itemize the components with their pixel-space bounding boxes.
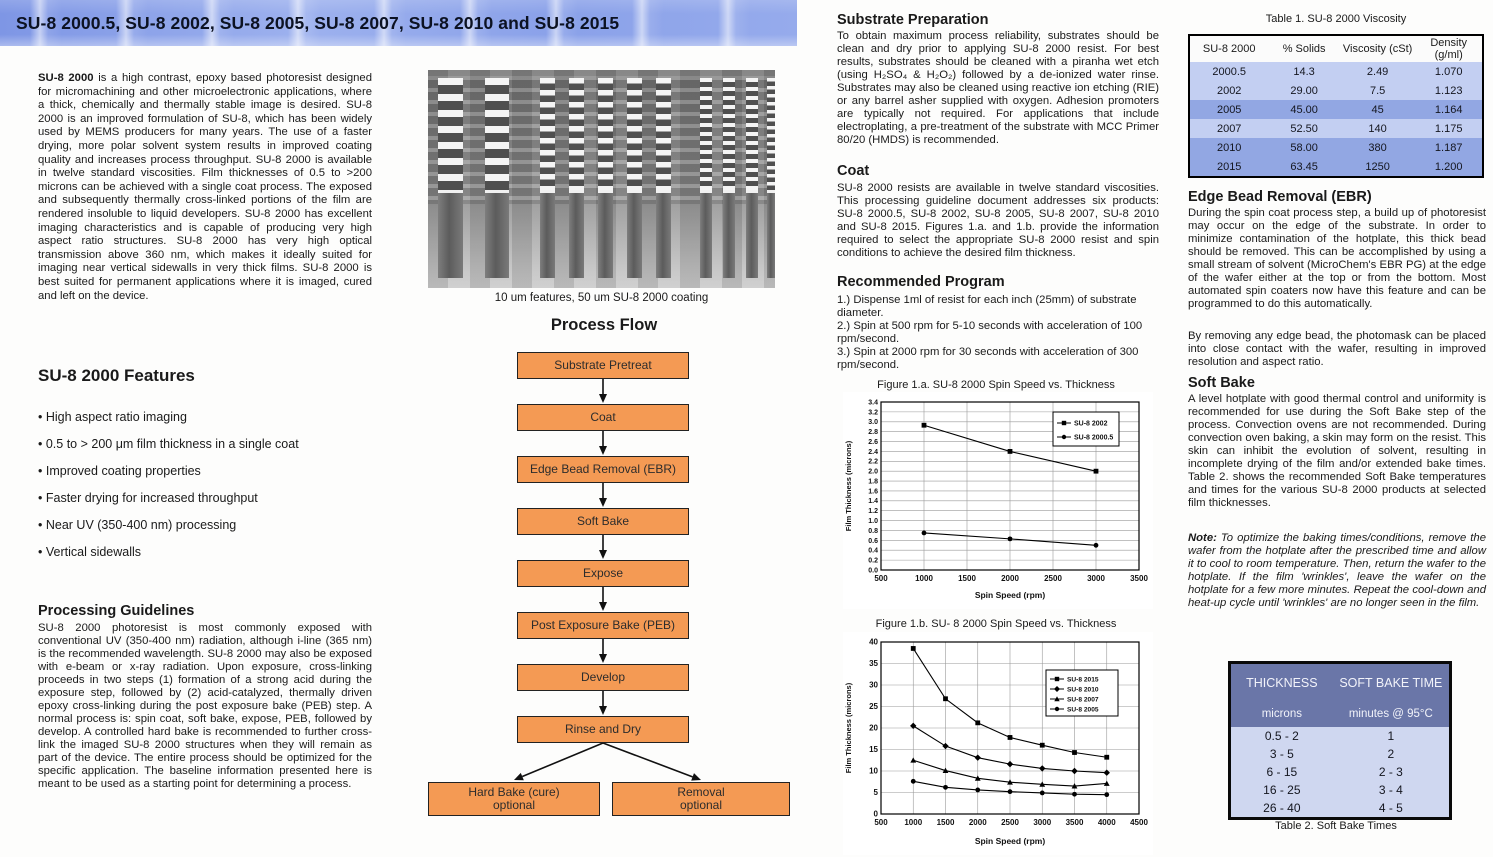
sem-pillar	[485, 78, 509, 275]
soft-bake-heading: Soft Bake	[1188, 375, 1255, 391]
sem-pillar-ladder	[746, 78, 758, 190]
sem-pillar-stem	[569, 190, 584, 278]
y-tick-label: 35	[869, 658, 878, 668]
marker-circle	[943, 785, 948, 790]
sem-pillar-ladder	[540, 78, 555, 190]
sem-pillar	[746, 78, 758, 275]
soft-bake-table-cell: 0.5 - 2	[1230, 727, 1333, 745]
process-flow-diagram	[428, 352, 790, 822]
sem-pillar-ladder	[598, 78, 613, 190]
viscosity-table-cell: 140	[1368, 122, 1387, 135]
flow-step-soft-bake: Soft Bake	[517, 508, 689, 535]
y-tick-label: 0.0	[868, 567, 878, 575]
y-tick-label: 0	[873, 809, 878, 819]
flow-arrow-line	[603, 743, 693, 777]
document-title: SU-8 2000.5, SU-8 2002, SU-8 2005, SU-8 2007, SU-8 2010 and SU-8 2015	[16, 13, 620, 33]
legend-label: SU-8 2005	[1067, 706, 1099, 714]
sem-pillar-ladder	[627, 78, 642, 190]
viscosity-table-cell: 52.50	[1290, 122, 1318, 135]
viscosity-table-cell: 2.49	[1366, 65, 1389, 78]
marker-diamond	[1039, 765, 1045, 771]
x-tick-label: 3500	[1065, 818, 1084, 827]
flow-step-develop: Develop	[517, 664, 689, 691]
marker-diamond	[975, 754, 981, 760]
marker-square	[1072, 750, 1077, 755]
sem-pillar	[540, 78, 555, 275]
sem-photo	[428, 70, 775, 288]
x-tick-label: 3500	[1130, 574, 1148, 583]
sem-pillar-stem	[627, 190, 642, 278]
marker-circle	[1104, 792, 1109, 797]
sem-pillar-ladder	[767, 78, 775, 190]
soft-bake-table-cell: 2 - 3	[1333, 763, 1451, 781]
marker-square	[1055, 677, 1059, 681]
note-lead: Note:	[1188, 532, 1217, 544]
coat-heading: Coat	[837, 163, 870, 179]
marker-circle	[1055, 707, 1059, 711]
y-tick-label: 0.2	[868, 557, 878, 565]
feature-item: • High aspect ratio imaging	[38, 410, 378, 424]
flow-branch-label-line1: Hard Bake (cure)	[468, 785, 560, 799]
flow-branch-hard-bake-cure	[428, 782, 600, 816]
viscosity-table-cell: 29.00	[1290, 84, 1318, 97]
marker-diamond	[1104, 770, 1110, 776]
soft-bake-table-header-row	[1230, 663, 1451, 704]
marker-square	[911, 646, 916, 651]
y-tick-label: 0.4	[868, 547, 878, 555]
marker-circle	[1008, 789, 1013, 794]
marker-square	[943, 696, 948, 701]
flow-branch-label-line1: Removal	[677, 785, 725, 799]
soft-bake-table-header-cell: SOFT BAKE TIME	[1333, 663, 1451, 704]
sem-photo-caption: 10 um features, 50 um SU-8 2000 coating	[494, 292, 709, 304]
x-tick-label: 4500	[1130, 818, 1148, 827]
viscosity-table-cell: 1.123	[1434, 84, 1463, 97]
viscosity-table-cell: 1.187	[1434, 141, 1463, 154]
sem-pillar-ladder	[700, 78, 712, 190]
edge-bead-removal-paragraph-2: By removing any edge bead, the photomask can be placed into close contact with the wafer, resulting in improved resolution and aspect ratio.	[1188, 330, 1486, 368]
y-tick-label: 0.8	[868, 527, 878, 535]
flow-step-rinse-and-dry: Rinse and Dry	[517, 716, 689, 743]
marker-circle	[1008, 536, 1013, 541]
chart-svg	[843, 632, 1153, 850]
viscosity-table	[1188, 34, 1484, 178]
flow-step-edge-bead-removal-ebr: Edge Bead Removal (EBR)	[517, 456, 689, 483]
flow-arrow-head	[691, 773, 701, 780]
viscosity-table-cell: 45	[1371, 103, 1384, 116]
flow-arrow-head	[599, 446, 607, 455]
sem-pillar-stem	[656, 190, 671, 278]
soft-bake-table-cell: 26 - 40	[1230, 799, 1333, 819]
intro-text: is a high contrast, epoxy based photoresist designed for micromachining and other microelectronic applications, where a thick, chemically and thermally stable image is desired. SU-8 2000 is an improved formulation of SU-8, which has been widely used by MEMS producers for many years. The use of a faster drying, more polar solvent system results in improved coating quality and increases process throughput. SU-8 2000 is available in twelve standard viscosities. Film thicknesses of 0.5 to >200 microns can be achieved with a single coat process. The exposed and subsequently thermally cross-linked portions of the film are rendered insoluble to liquid developers. SU-8 2000 has excellent imaging characteristics and is capable of producing very high aspect ratio structures. SU-8 2000 has very high optical transmission above 360 nm, which makes it ideally suited for imaging near vertical sidewalls in very thick films. SU-8 2000 is best suited for permanent applications where it is imaged, cured and left on the device.	[38, 72, 372, 302]
soft-bake-table-row	[1230, 727, 1451, 745]
y-tick-label: 1.2	[868, 508, 878, 516]
x-tick-label: 3000	[1087, 574, 1105, 583]
x-tick-label: 4000	[1097, 818, 1116, 827]
soft-bake-table-row	[1230, 799, 1451, 819]
flow-arrow-line	[522, 743, 603, 777]
flow-step-expose: Expose	[517, 560, 689, 587]
sem-pillar	[627, 78, 642, 275]
x-tick-label: 1000	[915, 574, 933, 583]
x-tick-label: 2500	[1001, 818, 1019, 827]
viscosity-table-cell: 380	[1368, 141, 1387, 154]
legend-label: SU-8 2015	[1067, 676, 1099, 684]
y-tick-label: 3.0	[868, 419, 878, 427]
program-step: 1.) Dispense 1ml of resist for each inch (25mm) of substrate diameter.	[837, 294, 1137, 319]
marker-square	[922, 423, 927, 428]
sem-pillar	[598, 78, 613, 275]
marker-square	[975, 720, 980, 725]
y-axis-title: Film Thickness (microns)	[844, 440, 853, 532]
sem-pillar-stem	[746, 190, 758, 278]
features-heading: SU-8 2000 Features	[38, 366, 195, 385]
sem-pillar-ladder	[485, 78, 509, 190]
marker-square	[1008, 449, 1013, 454]
viscosity-table-cell: 7.5	[1369, 84, 1386, 97]
features-list	[38, 410, 378, 572]
y-tick-label: 2.0	[868, 468, 878, 476]
recommended-program-heading: Recommended Program	[837, 274, 1005, 290]
soft-bake-table-row	[1230, 763, 1451, 781]
figure-1a-caption: Figure 1.a. SU-8 2000 Spin Speed vs. Thickness	[877, 379, 1115, 391]
marker-square	[1008, 735, 1013, 740]
soft-bake-table-subheader-row	[1230, 703, 1451, 727]
soft-bake-table-subheader-cell: microns	[1230, 703, 1333, 727]
x-axis-title: Spin Speed (rpm)	[974, 836, 1046, 846]
x-tick-label: 2500	[1044, 574, 1062, 583]
sem-pillar	[438, 78, 463, 275]
soft-bake-table-row	[1230, 781, 1451, 799]
spin-speed-chart-1b	[843, 632, 1153, 855]
viscosity-table-cell: 58.00	[1290, 141, 1318, 154]
sem-pillar	[767, 78, 775, 275]
legend-label: SU-8 2007	[1067, 696, 1099, 704]
program-step: 2.) Spin at 500 rpm for 5-10 seconds with acceleration of 100 rpm/second.	[837, 320, 1143, 345]
feature-item: • Near UV (350-400 nm) processing	[38, 518, 378, 532]
viscosity-table-cell: 2000.5	[1212, 65, 1247, 78]
viscosity-table-cell: 63.45	[1290, 160, 1318, 173]
sem-pillar-stem	[700, 190, 712, 278]
sem-pillar-ladder	[723, 78, 735, 190]
y-tick-label: 30	[869, 680, 878, 690]
note-text: To optimize the baking times/conditions, remove the wafer from the hotplate after the prescribed time and allow it to cool to room temperature. Then, return the wafer to the hotplate. If the film 'wrinkles', leave the wafer on the hotplate for a few more minutes. Repeat the cool-down and heat-up cycle until 'wrinkles' are no longer seen in the film.	[1188, 532, 1486, 609]
viscosity-table-header-cell: Viscosity (cSt)	[1340, 35, 1416, 62]
x-tick-label: 1500	[958, 574, 976, 583]
edge-bead-removal-heading: Edge Bead Removal (EBR)	[1188, 189, 1372, 205]
header-banner	[0, 0, 797, 46]
marker-square	[1062, 421, 1066, 425]
marker-circle	[1094, 543, 1099, 548]
table2-caption: Table 2. Soft Bake Times	[1275, 820, 1397, 832]
soft-bake-times-table	[1228, 661, 1452, 820]
note-paragraph	[1188, 532, 1486, 610]
viscosity-table-row	[1189, 157, 1483, 177]
marker-circle	[1072, 792, 1077, 797]
chart-svg	[843, 392, 1153, 604]
flow-step-substrate-pretreat: Substrate Pretreat	[517, 352, 689, 379]
marker-circle	[975, 788, 980, 793]
flow-arrow-head	[599, 394, 607, 403]
x-tick-label: 500	[874, 574, 888, 583]
y-tick-label: 10	[869, 766, 878, 776]
soft-bake-table-cell: 3 - 4	[1333, 781, 1451, 799]
soft-bake-table-cell: 1	[1333, 727, 1451, 745]
y-tick-label: 25	[869, 701, 878, 711]
marker-diamond	[942, 743, 948, 749]
soft-bake-table-row	[1230, 745, 1451, 763]
sem-pillar-ladder	[656, 78, 671, 190]
feature-item: • 0.5 to > 200 μm film thickness in a single coat	[38, 437, 378, 451]
soft-bake-table-header-cell: THICKNESS	[1230, 663, 1333, 704]
x-tick-label: 500	[874, 818, 888, 827]
x-tick-label: 1500	[936, 818, 955, 827]
sem-pillar-stem	[598, 190, 613, 278]
y-tick-label: 2.2	[868, 458, 878, 466]
intro-paragraph	[38, 72, 372, 303]
sem-pillar-stem	[485, 190, 509, 278]
y-tick-label: 3.4	[868, 399, 878, 407]
viscosity-table-cell: 2015	[1216, 160, 1242, 173]
flow-branch-removal	[612, 782, 790, 816]
y-tick-label: 0.6	[868, 537, 878, 545]
legend-label: SU-8 2000.5	[1074, 434, 1114, 442]
viscosity-table-cell: 1.175	[1434, 122, 1463, 135]
y-tick-label: 40	[869, 637, 878, 647]
soft-bake-table-cell: 3 - 5	[1230, 745, 1333, 763]
flow-branch-label-line2: optional	[492, 798, 536, 812]
viscosity-table-cell: 2010	[1216, 141, 1242, 154]
y-tick-label: 20	[869, 723, 878, 733]
coat-paragraph: SU-8 2000 resists are available in twelve standard viscosities. This processing guideline document addresses six products: SU-8 2000.5, SU-8 2002, SU-8 2005, SU-8 2007, SU-8 2010 and SU-8 2015. Figures 1.a. and 1.b. provide the information required to select the appropriate SU-8 2000 resist and spin conditions to achieve the desired film thickness.	[837, 182, 1159, 259]
viscosity-table-cell: 2002	[1216, 84, 1242, 97]
marker-circle	[922, 531, 927, 536]
sem-pillar	[723, 78, 735, 275]
viscosity-table-cell: 1.164	[1434, 103, 1463, 116]
intro-lead: SU-8 2000	[38, 72, 94, 84]
y-tick-label: 1.8	[868, 478, 878, 486]
y-tick-label: 1.6	[868, 488, 878, 496]
y-tick-label: 2.8	[868, 429, 878, 437]
x-tick-label: 2000	[1001, 574, 1019, 583]
sem-pillar-stem	[438, 190, 463, 278]
viscosity-table-cell: 2005	[1216, 103, 1242, 116]
flow-arrow-head	[599, 706, 607, 715]
viscosity-table-cell: 1.070	[1434, 65, 1463, 78]
x-tick-label: 2000	[968, 818, 987, 827]
flow-step-post-exposure-bake-peb: Post Exposure Bake (PEB)	[517, 612, 689, 639]
y-tick-label: 2.4	[868, 448, 878, 456]
soft-bake-table-cell: 16 - 25	[1230, 781, 1333, 799]
viscosity-table-header-row	[1189, 35, 1483, 62]
figure-1b-caption: Figure 1.b. SU- 8 2000 Spin Speed vs. Thickness	[875, 618, 1117, 630]
processing-guidelines-heading: Processing Guidelines	[38, 603, 195, 619]
flow-arrow-head	[599, 550, 607, 559]
marker-square	[1040, 743, 1045, 748]
edge-bead-removal-paragraph-1: During the spin coat process step, a build up of photoresist may occur on the edge of the substrate. In order to minimize contamination of the hotplate, this thick bead should be removed. This can be accomplished by using a small stream of solvent (MicroChem's EBR PG) at the edge of the wafer either at the top or from the bottom. Most automated spin coaters now have this feature and can be programmed to do this automatically.	[1188, 207, 1486, 310]
y-tick-label: 1.4	[868, 498, 878, 506]
y-tick-label: 15	[869, 744, 878, 754]
viscosity-table-row	[1189, 62, 1483, 81]
viscosity-table-row	[1189, 119, 1483, 138]
viscosity-table-cell: 2007	[1216, 122, 1242, 135]
y-axis-title: Film Thickness (microns)	[844, 682, 853, 774]
sem-pillar	[569, 78, 584, 275]
marker-square	[1094, 469, 1099, 474]
sem-pillar-stem	[540, 190, 555, 278]
marker-circle	[1062, 435, 1066, 439]
feature-item: • Faster drying for increased throughput	[38, 491, 378, 505]
marker-diamond	[1071, 768, 1077, 774]
marker-circle	[1040, 791, 1045, 796]
feature-item: • Improved coating properties	[38, 464, 378, 478]
flow-arrow-head	[599, 498, 607, 507]
viscosity-table-header-cell: % Solids	[1268, 35, 1339, 62]
substrate-preparation-heading: Substrate Preparation	[837, 12, 989, 28]
flow-step-coat: Coat	[517, 404, 689, 431]
flow-arrow-head	[599, 654, 607, 663]
viscosity-table-cell: 45.00	[1290, 103, 1318, 116]
feature-item: • Vertical sidewalls	[38, 545, 378, 559]
marker-circle	[911, 779, 916, 784]
sem-pillar-ladder	[438, 78, 463, 190]
substrate-preparation-paragraph: To obtain maximum process reliability, substrates should be clean and dry prior to applying SU-8 2000 resist. For best results, substrates should be cleaned with a piranha wet etch (using H₂SO₄ & H₂O₂) followed by a de-ionized water rinse. Substrates may also be cleaned using reactive ion etching (RIE) or any barrel asher supplied with oxygen. Adhesion promoters are typically not required. For applications that include electroplating, a pre-treatment of the substrate with MCC Primer 80/20 (HMDS) is recommended.	[837, 30, 1159, 146]
x-axis-title: Spin Speed (rpm)	[974, 590, 1046, 600]
viscosity-table-row	[1189, 138, 1483, 157]
spin-speed-chart-1a	[843, 392, 1153, 609]
viscosity-table-header-cell: Density (g/ml)	[1415, 35, 1483, 62]
table1-caption: Table 1. SU-8 2000 Viscosity	[1265, 13, 1407, 25]
viscosity-table-cell: 14.3	[1293, 65, 1315, 78]
y-tick-label: 2.6	[868, 438, 878, 446]
flow-branch-label-line2: optional	[679, 798, 723, 812]
soft-bake-paragraph: A level hotplate with good thermal control and uniformity is recommended for use during the Soft Bake step of the process. Convection ovens are not recommended. During convection oven baking, a skin may form on the resist. This skin can inhibit the evolution of solvent, resulting in incomplete drying of the film and/or extended bake times. Table 2. shows the recommended Soft Bake temperatures and times for the various SU-8 2000 products at selected film thicknesses.	[1188, 393, 1486, 509]
x-tick-label: 3000	[1033, 818, 1052, 827]
process-flow-title: Process Flow	[550, 316, 658, 334]
sem-pillar	[656, 78, 671, 275]
legend-label: SU-8 2010	[1067, 686, 1099, 694]
y-tick-label: 3.2	[868, 409, 878, 417]
marker-diamond	[1007, 761, 1013, 767]
flow-arrow-head	[599, 602, 607, 611]
legend-label: SU-8 2002	[1074, 420, 1108, 428]
viscosity-table-cell: 1250	[1365, 160, 1390, 173]
marker-square	[1104, 755, 1109, 760]
sem-pillar-stem	[723, 190, 735, 278]
recommended-program-list	[837, 294, 1159, 372]
soft-bake-table-subheader-cell: minutes @ 95°C	[1333, 703, 1451, 727]
soft-bake-table-cell: 4 - 5	[1333, 799, 1451, 819]
viscosity-table-row	[1189, 100, 1483, 119]
sem-pillar-ladder	[569, 78, 584, 190]
soft-bake-table-cell: 2	[1333, 745, 1451, 763]
y-tick-label: 1.0	[868, 517, 878, 525]
sem-pillar	[700, 78, 712, 275]
y-tick-label: 5	[873, 787, 878, 797]
viscosity-table-header-cell: SU-8 2000	[1189, 35, 1268, 62]
processing-guidelines-paragraph: SU-8 2000 photoresist is most commonly exposed with conventional UV (350-400 nm) radiation, although i-line (365 nm) is the recommended wavelength. SU-8 2000 may also be exposed with e-beam or x-ray radiation. Upon exposure, cross-linking proceeds in two steps (1) formation of a strong acid during the exposure step, followed by (2) acid-catalyzed, thermally driven epoxy cross-linking during the post exposure bake (PEB) step. A normal process is: spin coat, soft bake, expose, PEB, followed by develop. A controlled hard bake is recommended to further cross-link the imaged SU-8 2000 structures when they will remain as part of the device. The entire process should be optimized for the specific application. The baseline information presented here is meant to be used as a starting point for determining a process.	[38, 622, 372, 790]
sem-pillar-stem	[767, 190, 775, 278]
x-tick-label: 1000	[904, 818, 923, 827]
soft-bake-table-cell: 6 - 15	[1230, 763, 1333, 781]
marker-triangle	[910, 757, 916, 762]
viscosity-table-cell: 1.200	[1434, 160, 1463, 173]
viscosity-table-row	[1189, 81, 1483, 100]
program-step: 3.) Spin at 2000 rpm for 30 seconds with acceleration of 300 rpm/second.	[837, 346, 1139, 371]
